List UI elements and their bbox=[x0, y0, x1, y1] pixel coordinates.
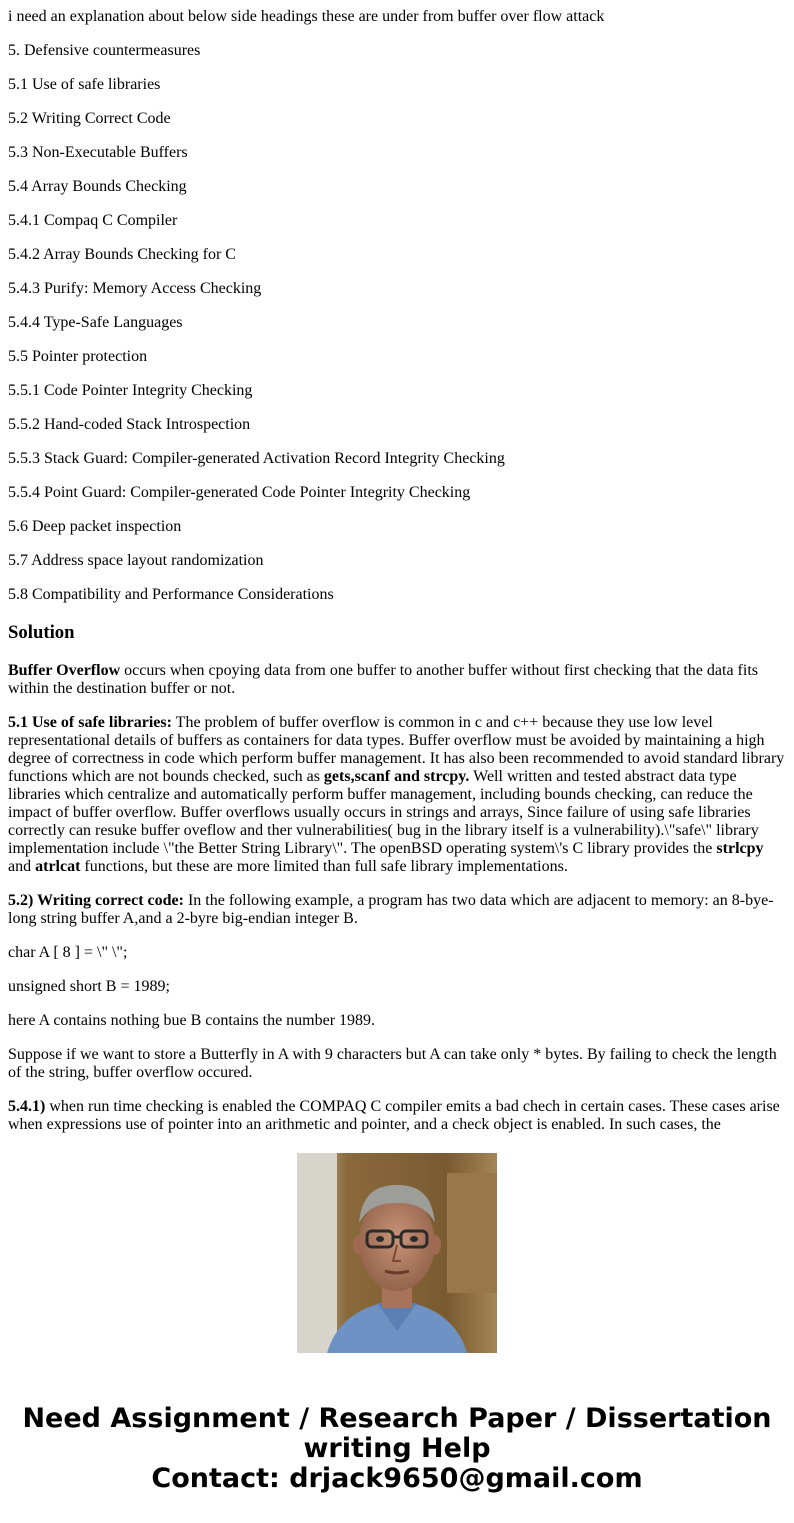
solution-paragraph: Suppose if we want to store a Butterfly in A with 9 characters but A can take only * bytes. By failing to check the length of the string, buffer overflow occured. bbox=[8, 1046, 777, 1081]
document-content bbox=[8, 0, 786, 1133]
code-line: unsigned short B = 1989; bbox=[8, 978, 170, 995]
bold-term: 5.1 Use of safe libraries: bbox=[8, 714, 172, 731]
heading-item: 5.6 Deep packet inspection bbox=[8, 518, 182, 535]
paragraph-text: occurs when cpoying data from one buffer to another buffer without first checking that the data fits within the destination buffer or not. bbox=[8, 662, 758, 697]
heading-item: 5.1 Use of safe libraries bbox=[8, 76, 161, 93]
bold-term: gets,scanf and strcpy. bbox=[323, 768, 470, 785]
heading-item: 5.2 Writing Correct Code bbox=[8, 110, 171, 127]
heading-item: 5.5.2 Hand-coded Stack Introspection bbox=[8, 416, 251, 433]
solution-paragraph-buffer-overflow bbox=[8, 662, 786, 698]
solution-heading: Solution bbox=[8, 622, 75, 643]
heading-item: 5.5.3 Stack Guard: Compiler-generated Activation Record Integrity Checking bbox=[8, 450, 505, 467]
heading-item: 5.5 Pointer protection bbox=[8, 348, 148, 365]
promo-line: Need Assignment / Research Paper / Dissertation bbox=[22, 1403, 772, 1434]
heading-item: 5.7 Address space layout randomization bbox=[8, 552, 264, 569]
solution-paragraph: here A contains nothing bue B contains the number 1989. bbox=[8, 1012, 376, 1029]
bold-term: 5.4.1) bbox=[8, 1098, 46, 1115]
paragraph-text: when run time checking is enabled the COMPAQ C compiler emits a bad chech in certain cases. These cases arise when expressions use of pointer into an arithmetic and pointer, and a check object is enabled. In such cases, the bbox=[8, 1098, 780, 1133]
paragraph-text: and bbox=[8, 858, 36, 875]
heading-item: 5.4.3 Purify: Memory Access Checking bbox=[8, 280, 262, 297]
bold-term: atrlcat bbox=[35, 858, 81, 875]
heading-item: 5.5.1 Code Pointer Integrity Checking bbox=[8, 382, 253, 399]
solution-paragraph-safe-libraries bbox=[8, 714, 786, 876]
paragraph-text: functions, but these are more limited than full safe library implementations. bbox=[80, 858, 568, 875]
solution-paragraph-compaq bbox=[8, 1098, 786, 1134]
promo-contact: Contact: drjack9650@gmail.com bbox=[151, 1463, 643, 1494]
heading-item: 5. Defensive countermeasures bbox=[8, 42, 201, 59]
promo-banner bbox=[0, 1404, 794, 1494]
heading-item: 5.5.4 Point Guard: Compiler-generated Code Pointer Integrity Checking bbox=[8, 484, 471, 501]
heading-item: 5.4.1 Compaq C Compiler bbox=[8, 212, 178, 229]
paragraph-text: The problem of buffer overflow is common in c and c++ because they use low level representational details of buffers as containers for data types. Buffer overflow must be avoided by maintaining a high degree of correctness in code which perform buffer management. It has also been recommended to avoid standard library functions which are not bounds checked, such as bbox=[8, 714, 785, 785]
author-portrait-image bbox=[297, 1153, 497, 1353]
heading-item: 5.3 Non-Executable Buffers bbox=[8, 144, 188, 161]
bold-term: Buffer Overflow bbox=[8, 662, 121, 679]
paragraph-text: Well written and tested abstract data type libraries which centralize and automatically perform buffer management, including bounds checking, can reduce the impact of buffer overflow. Buffer overflows usually occurs in strings and arrays, Since failure of using safe libraries correctly can resuke buffer oveflow and ther vulnerabilities( bug in the library itself is a vulnerability).\"safe\" library implementation include \"the Better String Library\". The openBSD operating system\'s C library provides the bbox=[8, 768, 759, 857]
heading-item: 5.4 Array Bounds Checking bbox=[8, 178, 187, 195]
author-photo bbox=[297, 1153, 497, 1353]
question-intro: i need an explanation about below side headings these are under from buffer over flow attack bbox=[8, 8, 605, 25]
solution-paragraph-writing-correct-code bbox=[8, 892, 786, 928]
code-line: char A [ 8 ] = \" \"; bbox=[8, 944, 128, 961]
bold-term: strlcpy bbox=[716, 840, 764, 857]
paragraph-text: In the following example, a program has two data which are adjacent to memory: an 8-bye-long string buffer A,and a 2-byre big-endian integer B. bbox=[8, 892, 774, 927]
heading-item: 5.4.4 Type-Safe Languages bbox=[8, 314, 183, 331]
heading-item: 5.4.2 Array Bounds Checking for C bbox=[8, 246, 236, 263]
heading-item: 5.8 Compatibility and Performance Considerations bbox=[8, 586, 334, 603]
bold-term: 5.2) Writing correct code: bbox=[8, 892, 184, 909]
promo-line: writing Help bbox=[303, 1433, 491, 1464]
